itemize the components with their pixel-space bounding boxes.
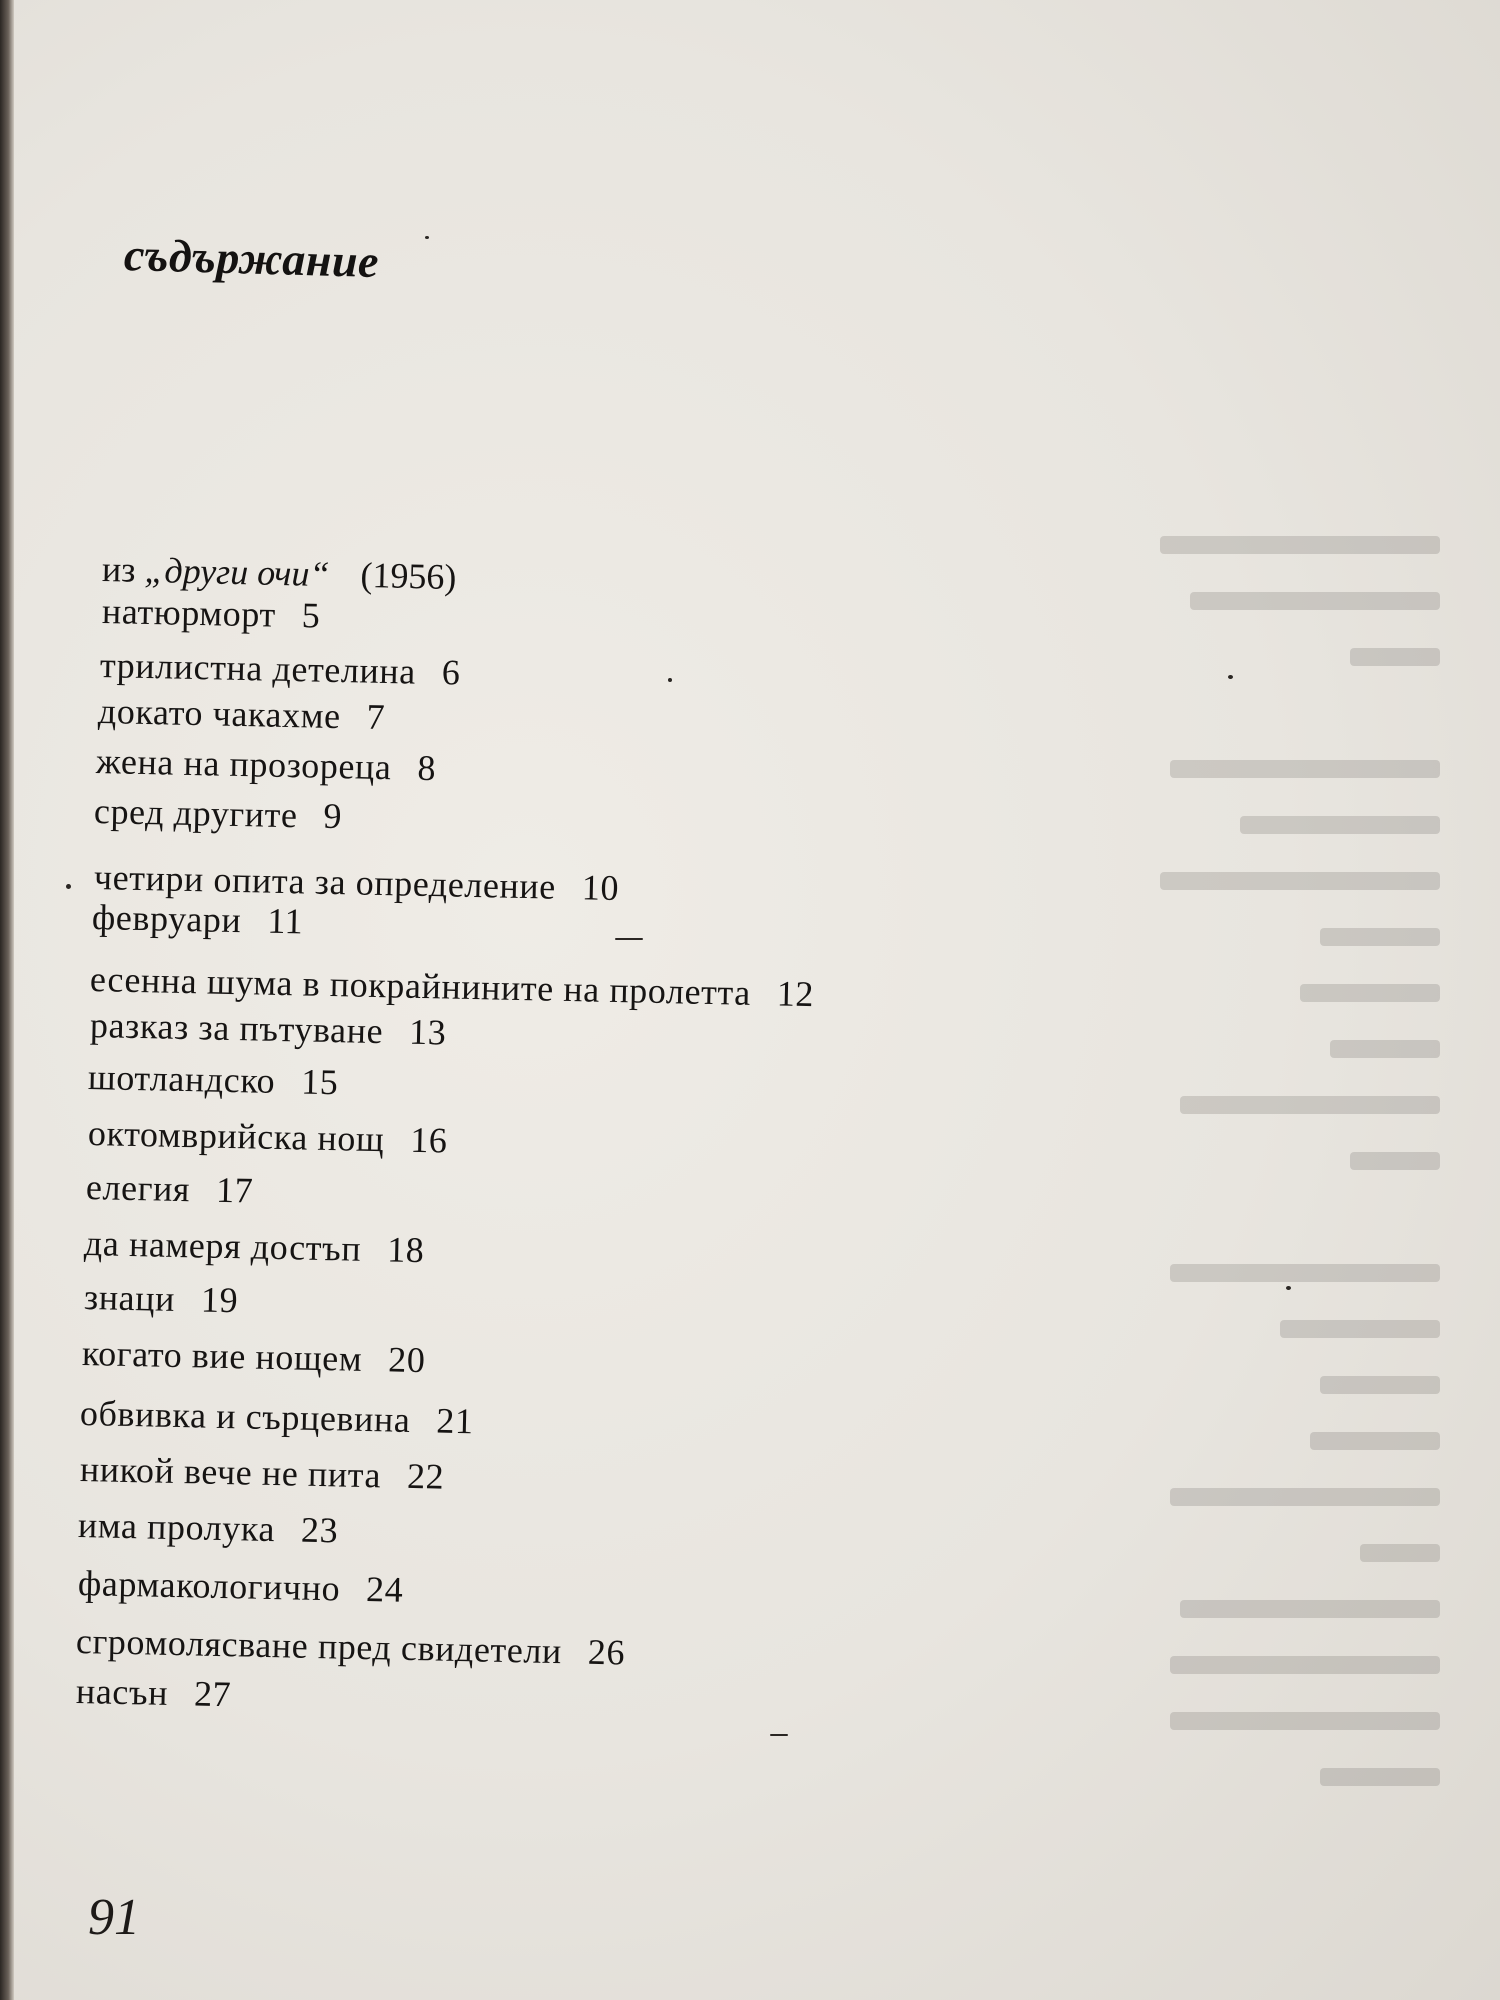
- toc-entry: [80, 1448, 445, 1498]
- toc-entry-title: елегия: [85, 1167, 191, 1210]
- dust-speck: [770, 1734, 788, 1736]
- toc-entry-title: никой вече не пита: [79, 1449, 382, 1496]
- toc-entry: [100, 644, 461, 694]
- toc-entry-page: 18: [386, 1229, 425, 1271]
- dust-speck: [66, 884, 71, 889]
- toc-entry: [76, 1670, 232, 1715]
- toc-entry: [76, 1620, 626, 1673]
- toc-entry-title: февруари: [91, 897, 242, 941]
- toc-entry-title: шотландско: [87, 1057, 276, 1101]
- toc-entry-title: когато вие нощем: [81, 1333, 363, 1379]
- toc-entry-page: 24: [365, 1569, 404, 1610]
- toc-entry: [98, 690, 386, 738]
- toc-entry-page: 12: [776, 973, 815, 1015]
- toc-entry: [102, 590, 321, 637]
- contents-heading: съдържание: [123, 229, 380, 288]
- toc-entry-page: 16: [409, 1119, 448, 1161]
- toc-entry-page: 20: [387, 1339, 426, 1381]
- toc-entry-title: обвивка и сърцевина: [79, 1393, 411, 1440]
- toc-entry-page: 9: [323, 795, 343, 837]
- toc-entry: [78, 1504, 339, 1551]
- toc-entry-page: 6: [441, 652, 461, 693]
- toc-entry-title: жена на прозореца: [95, 741, 392, 788]
- toc-entry-page: 13: [408, 1011, 447, 1053]
- toc-entry-title: октомврийска нощ: [87, 1113, 385, 1160]
- toc-entry-title: натюрморт: [101, 591, 277, 635]
- toc-entry-page: 17: [215, 1169, 254, 1211]
- toc-entry-page: 8: [417, 747, 437, 789]
- toc-entry-page: 10: [581, 867, 620, 908]
- toc-entry-page: 7: [366, 696, 386, 738]
- dust-speck: [1228, 675, 1233, 679]
- toc-entry-title: да намеря достъп: [83, 1223, 362, 1269]
- section-prefix: из: [101, 549, 136, 590]
- toc-entry: [86, 1166, 254, 1211]
- toc-entry: [94, 790, 343, 837]
- toc-entry-title: сгромолясване пред свидетели: [75, 1621, 563, 1672]
- toc-entry-title: сред другите: [93, 791, 298, 836]
- toc-entry: [78, 1562, 404, 1611]
- dust-speck: [668, 678, 672, 682]
- toc-entry-title: фармакологично: [77, 1563, 341, 1609]
- toc-entry-title: докато чакахме: [97, 691, 342, 737]
- toc-entry-page: 15: [300, 1061, 339, 1103]
- toc-entry-title: има пролука: [77, 1505, 276, 1550]
- page-number: 91: [88, 1889, 140, 1946]
- toc-entry-page: 23: [300, 1509, 339, 1551]
- toc-entry: [84, 1222, 425, 1271]
- toc-entry-page: 21: [436, 1400, 475, 1442]
- toc-entry-page: 11: [266, 900, 304, 942]
- section-title: „други очи“: [144, 549, 330, 595]
- toc-entry: [90, 1004, 447, 1053]
- toc-entry-page: 26: [587, 1631, 626, 1673]
- section-year: (1956): [360, 554, 457, 598]
- toc-entry-title: трилистна детелина: [99, 645, 417, 692]
- toc-entry: [88, 1112, 448, 1162]
- toc-entry: [92, 896, 304, 942]
- toc-entry-page: 19: [200, 1279, 239, 1321]
- toc-entry-title: знаци: [83, 1277, 176, 1319]
- dust-speck: [615, 938, 643, 940]
- dust-speck: [1286, 1286, 1291, 1290]
- toc-entry: [88, 1056, 339, 1103]
- toc-entry-page: 22: [406, 1455, 445, 1497]
- toc-entry-title: есенна шума в покрайнините на пролетта: [89, 959, 752, 1013]
- toc-entry-title: четири опита за определение: [93, 857, 557, 907]
- toc-entry-title: разказ за пътуване: [89, 1005, 384, 1052]
- dust-speck: [425, 236, 429, 239]
- toc-entry: [80, 1392, 475, 1442]
- toc-entry-title: насън: [75, 1671, 169, 1713]
- toc-entry-page: 27: [193, 1673, 232, 1715]
- toc-entry: [96, 740, 437, 789]
- toc-entry: [84, 1276, 239, 1321]
- toc-entry: [82, 1332, 426, 1381]
- toc-entry-page: 5: [301, 595, 321, 636]
